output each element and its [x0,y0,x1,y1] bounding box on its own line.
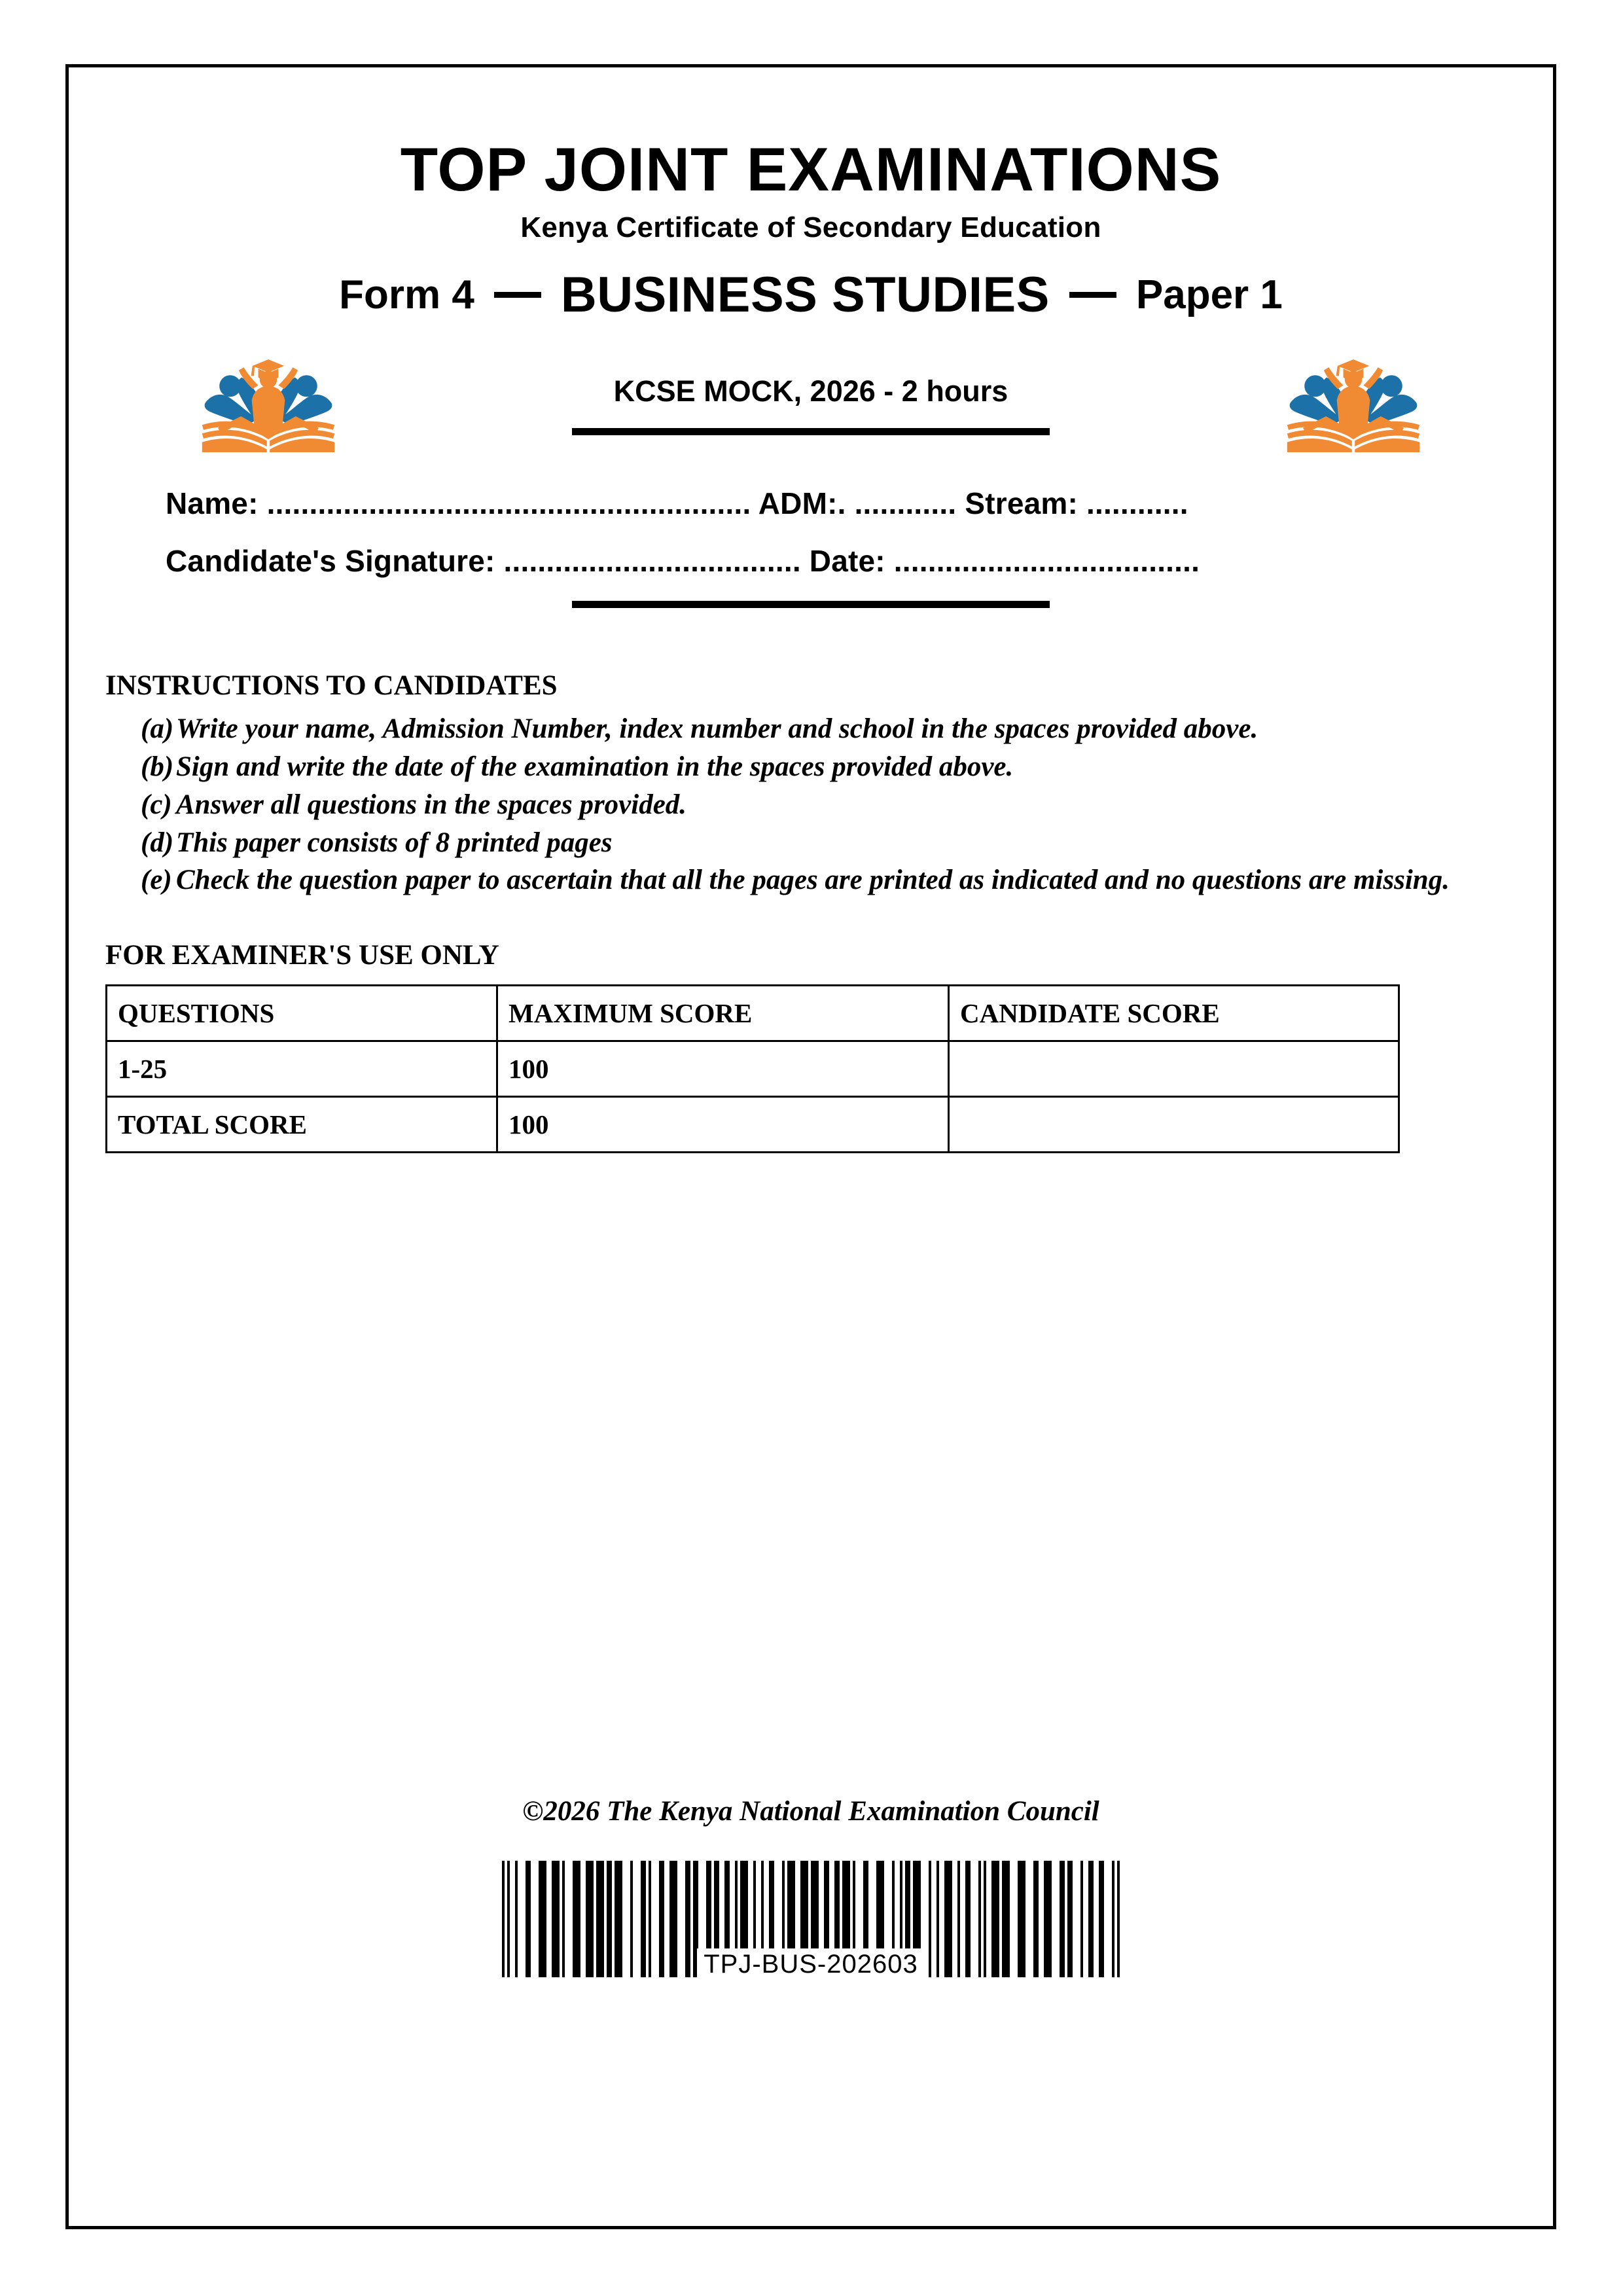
cell-candidate-score-input[interactable] [949,1041,1399,1097]
instruction-text: Sign and write the date of the examination in the spaces provided above. [176,751,1014,782]
instruction-marker: (c) [141,789,172,820]
cell-total-candidate-score-input[interactable] [949,1097,1399,1153]
divider-rule-top [572,428,1050,435]
instructions-section [69,670,1553,899]
divider-rule-bottom [572,601,1050,608]
candidate-details-section [69,486,1553,608]
paper-label: Paper 1 [1135,272,1283,317]
cell-total-maximum-score: 100 [497,1097,949,1153]
column-header-candidate-score: CANDIDATE SCORE [949,986,1399,1041]
masthead [69,67,1553,323]
logo-and-session-band [69,340,1553,471]
subject-title: BUSINESS STUDIES [560,266,1050,323]
exam-session-text: KCSE MOCK, 2026 - 2 hours [613,374,1008,408]
exam-session-block [69,374,1553,435]
table-row [107,1041,1399,1097]
cell-total-score-label: TOTAL SCORE [107,1097,497,1153]
instruction-text: Write your name, Admission Number, index number and school in the spaces provided above. [176,713,1258,744]
examiner-heading: FOR EXAMINER'S USE ONLY [105,940,499,971]
barcode-label: TPJ-BUS-202603 [697,1948,924,1981]
table-row [107,1097,1399,1153]
name-adm-stream-field[interactable]: Name: ......................................................... ADM:. ............ Stream: ............ [166,486,1188,520]
exam-cover-page [65,64,1556,2229]
instruction-item-e [105,862,1520,899]
instruction-item-d [105,825,1520,861]
instruction-text: Answer all questions in the spaces provided. [176,789,687,820]
barcode-block [69,1861,1553,1981]
subject-row [69,266,1553,323]
certificate-subtitle: Kenya Certificate of Secondary Education [520,211,1101,243]
instruction-item-a [105,711,1520,747]
instruction-item-b [105,749,1520,785]
exam-board-title: TOP JOINT EXAMINATIONS [400,135,1222,204]
dash-divider-right [1069,292,1116,298]
column-header-maximum-score: MAXIMUM SCORE [497,986,949,1041]
cell-maximum-score: 100 [497,1041,949,1097]
instruction-text: Check the question paper to ascertain that all the pages are printed as indicated and no questions are missing. [176,865,1450,896]
form-label: Form 4 [339,272,474,317]
instruction-marker: (a) [141,713,174,744]
instruction-marker: (e) [141,865,172,896]
instructions-list [105,711,1520,899]
cell-questions-range: 1-25 [107,1041,497,1097]
examiner-use-section [69,939,1553,1153]
dash-divider-left [494,292,541,298]
instruction-item-c [105,787,1520,823]
score-table [105,984,1400,1153]
instruction-marker: (d) [141,827,174,858]
signature-date-field[interactable]: Candidate's Signature: ................................... Date: .................................... [166,543,1200,578]
instructions-heading: INSTRUCTIONS TO CANDIDATES [105,670,558,701]
table-header-row [107,986,1399,1041]
copyright-notice: ©2026 The Kenya National Examination Council [522,1796,1099,1827]
instruction-text: This paper consists of 8 printed pages [176,827,613,858]
instruction-marker: (b) [141,751,174,782]
column-header-questions: QUESTIONS [107,986,497,1041]
